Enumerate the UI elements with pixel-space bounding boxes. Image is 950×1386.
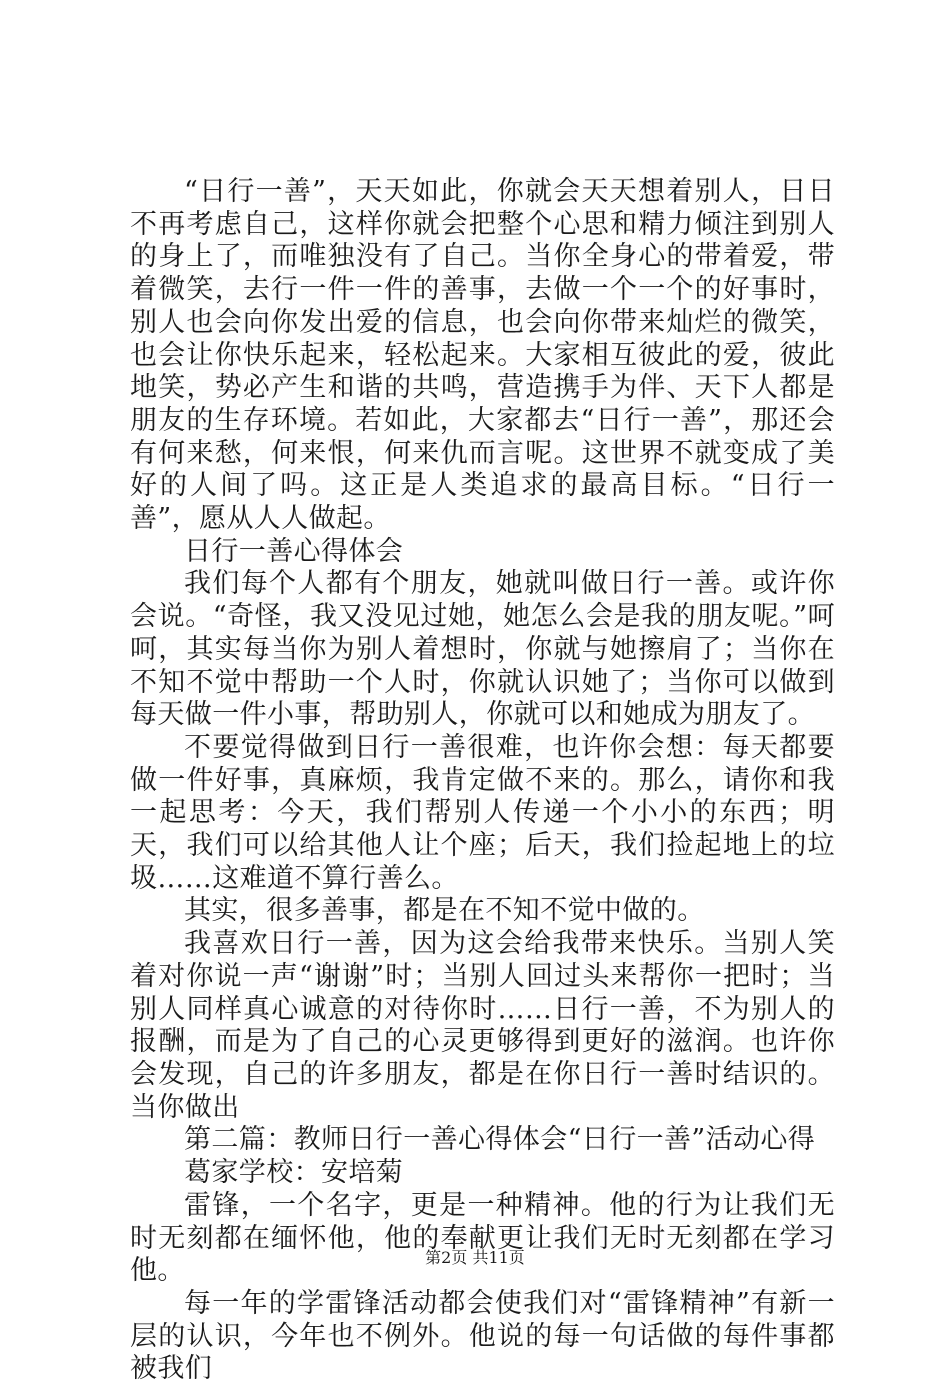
paragraph-unconscious-good-deeds: 其实，很多善事，都是在不知不觉中做的。: [184, 895, 705, 927]
chapter-title-part-two: 第二篇：教师日行一善心得体会“日行一善”活动心得: [184, 1124, 816, 1156]
page-number-footer: 第2页 共11页: [425, 1248, 525, 1267]
paragraph-annual-activity: 每一年的学雷锋活动都会使我们对“雷锋精神”有新一层的认识，今年也不例外。他说的每一句话做的每件事都被我们: [130, 1287, 835, 1385]
section-heading-experience: 日行一善心得体会: [184, 535, 404, 567]
paragraph-lei-feng-spirit: 雷锋，一个名字，更是一种精神。他的行为让我们无时无刻都在缅怀他，他的奉献更让我们无时无刻都在学习他。: [130, 1189, 835, 1287]
document-body: [130, 176, 835, 1386]
paragraph-brings-happiness: 我喜欢日行一善，因为这会给我带来快乐。当别人笑着对你说一声“谢谢”时；当别人回过头来帮你一把时；当别人同样真心诚意的对待你时……日行一善，不为别人的报酬，而是为了自己的心灵更够得到更好的滋润。也许你会发现，自己的许多朋友，都是在你日行一善时结识的。当你做出: [130, 928, 835, 1123]
paragraph-friend-named-good-deed: 我们每个人都有个朋友，她就叫做日行一善。或许你会说。“奇怪，我又没见过她，她怎么会是我的朋友呢。”呵呵，其实每当你为别人着想时，你就与她擦肩了；当你在不知不觉中帮助一个人时，你就认识她了；当你可以做到每天做一件小事，帮助别人，你就可以和她成为朋友了。: [130, 568, 835, 731]
author-line: 葛家学校：安培菊: [184, 1157, 404, 1189]
paragraph-not-difficult: 不要觉得做到日行一善很难，也许你会想：每天都要做一件好事，真麻烦，我肯定做不来的。那么，请你和我一起思考：今天，我们帮别人传递一个小小的东西；明天，我们可以给其他人让个座；后天，我们捡起地上的垃圾……这难道不算行善么。: [130, 731, 835, 894]
paragraph-daily-good-deed-conclusion: “日行一善”，天天如此，你就会天天想着别人，日日不再考虑自己，这样你就会把整个心思和精力倾注到别人的身上了，而唯独没有了自己。当你全身心的带着爱，带着微笑，去行一件一件的善事，去做一个一个的好事时，别人也会向你发出爱的信息，也会向你带来灿烂的微笑，也会让你快乐起来，轻松起来。大家相互彼此的爱，彼此地笑，势必产生和谐的共鸣，营造携手为伴、天下人都是朋友的生存环境。若如此，大家都去“日行一善”，那还会有何来愁，何来恨，何来仇而言呢。这世界不就变成了美好的人间了吗。这正是人类追求的最高目标。“日行一善”，愿从人人做起。: [130, 176, 835, 535]
